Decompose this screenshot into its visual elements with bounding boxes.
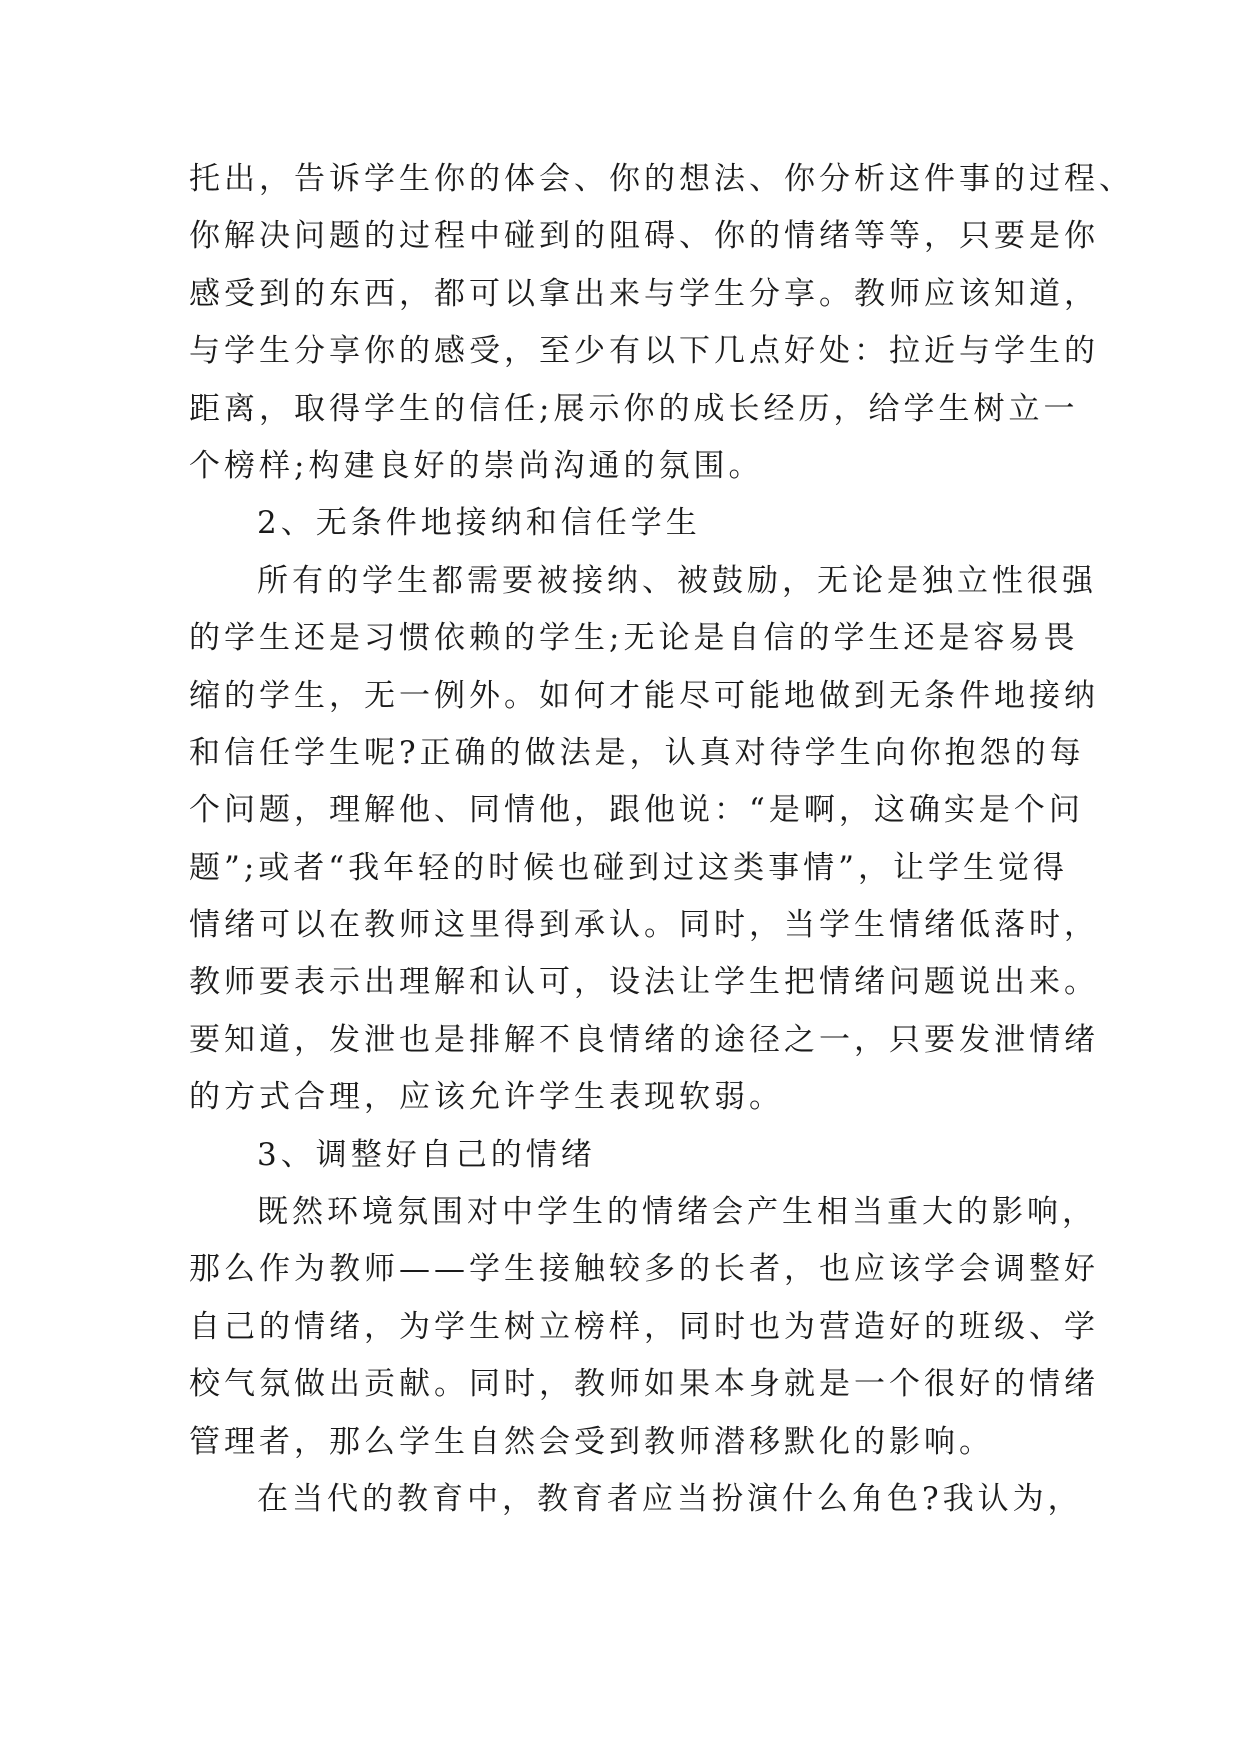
text-line: 在当代的教育中，教育者应当扮演什么角色?我认为， (257, 1480, 1083, 1517)
text-line: 你解决问题的过程中碰到的阻碍、你的情绪等等，只要是你 (189, 218, 1099, 255)
text-line: 缩的学生，无一例外。如何才能尽可能地做到无条件地接纳 (189, 677, 1099, 714)
text-line: 题”;或者“我年轻的时候也碰到过这类事情”，让学生觉得 (189, 849, 1068, 886)
text-line: 要知道，发泄也是排解不良情绪的途径之一，只要发泄情绪 (189, 1021, 1099, 1058)
text-line: 管理者，那么学生自然会受到教师潜移默化的影响。 (189, 1423, 994, 1460)
text-line: 与学生分享你的感受，至少有以下几点好处：拉近与学生的 (189, 333, 1099, 370)
section-heading: 2、无条件地接纳和信任学生 (257, 505, 701, 542)
text-line: 校气氛做出贡献。同时，教师如果本身就是一个很好的情绪 (189, 1366, 1099, 1403)
text-line: 既然环境氛围对中学生的情绪会产生相当重大的影响， (257, 1194, 1097, 1231)
text-line: 教师要表示出理解和认可，设法让学生把情绪问题说出来。 (189, 964, 1099, 1001)
section-heading: 3、调整好自己的情绪 (257, 1136, 596, 1173)
text-line: 的方式合理，应该允许学生表现软弱。 (189, 1079, 784, 1116)
text-line: 情绪可以在教师这里得到承认。同时，当学生情绪低落时， (189, 907, 1099, 944)
text-line: 所有的学生都需要被接纳、被鼓励，无论是独立性很强 (257, 562, 1097, 599)
text-line: 的学生还是习惯依赖的学生;无论是自信的学生还是容易畏 (189, 620, 1079, 657)
text-line: 个问题，理解他、同情他，跟他说：“是啊，这确实是个问 (189, 792, 1084, 829)
body-text (189, 151, 1134, 1528)
text-line: 个榜样;构建良好的崇尚沟通的氛围。 (189, 447, 764, 484)
text-line: 那么作为教师——学生接触较多的长者，也应该学会调整好 (189, 1251, 1099, 1288)
text-line: 距离，取得学生的信任;展示你的成长经历，给学生树立一 (189, 390, 1079, 427)
text-line: 和信任学生呢?正确的做法是，认真对待学生向你抱怨的每 (189, 734, 1085, 771)
text-line: 自己的情绪，为学生树立榜样，同时也为营造好的班级、学 (189, 1308, 1099, 1345)
text-line: 托出，告诉学生你的体会、你的想法、你分析这件事的过程、 (189, 161, 1134, 197)
text-line: 感受到的东西，都可以拿出来与学生分享。教师应该知道， (189, 275, 1099, 312)
